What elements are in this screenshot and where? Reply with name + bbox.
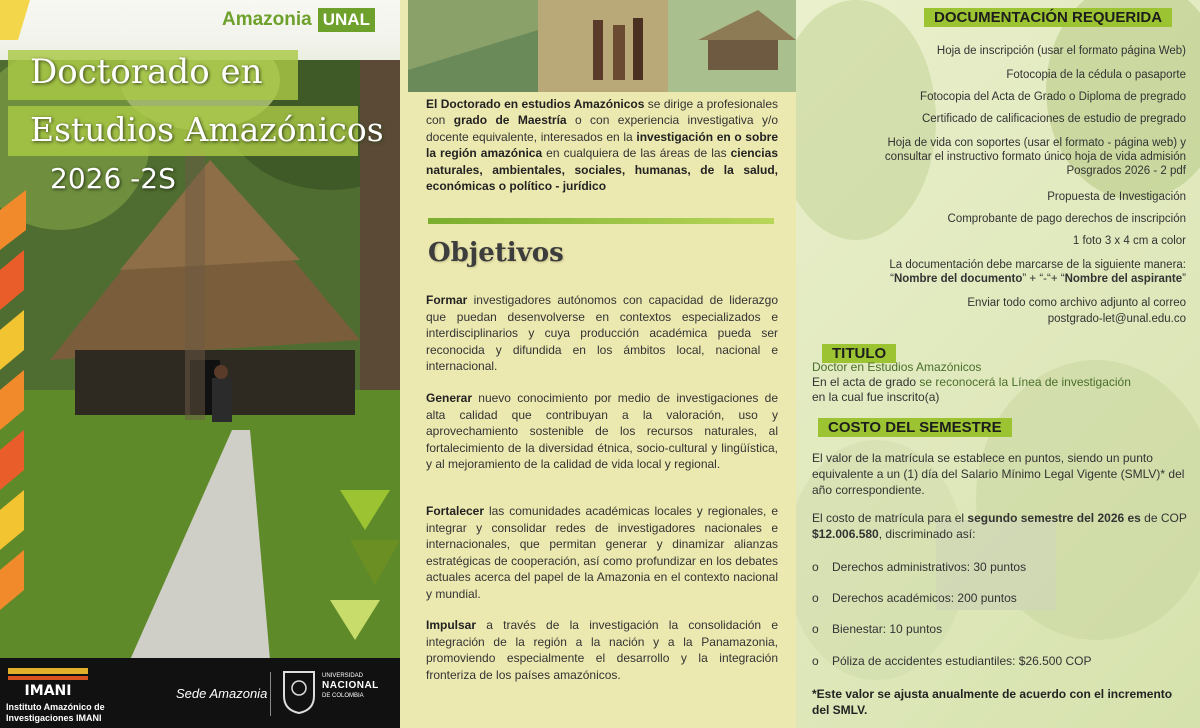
objective-3-text: las comunidades académicas locales y regionales, e integrar y consolidar redes de investigadores nacionales e internacionales, que permitan generar y dinamizar alianzas estratégicas de cooperación, así como profundizar en los debates actuales acerca del papel de la Amazonia en el contexto nacional y mundial. bbox=[426, 504, 778, 601]
imani-logo-icon bbox=[8, 668, 88, 698]
degree-name: Doctor en Estudios Amazónicos bbox=[812, 360, 982, 374]
titulo-l2b: se reconocerá la Línea de investigación bbox=[919, 375, 1131, 389]
objective-2-lead: Generar bbox=[426, 391, 473, 405]
marking-instruction: La documentación debe marcarse de la siguiente manera: bbox=[889, 259, 1186, 271]
objective-1-lead: Formar bbox=[426, 293, 468, 307]
marking-mid: ” + “-“+ “ bbox=[1022, 273, 1065, 285]
doc-item-7: Comprobante de pago derechos de inscripción bbox=[947, 213, 1186, 225]
program-title-line2: Estudios Amazónicos bbox=[30, 110, 384, 149]
marking-q1: “ bbox=[890, 273, 894, 285]
program-title-line1: Doctorado en bbox=[30, 52, 263, 92]
intro-text-2: o con experiencia investigativa y/o docente equivalente, interesados en la bbox=[426, 113, 778, 144]
brand-name: Amazonia bbox=[222, 9, 312, 30]
cost-item-2 bbox=[812, 591, 1017, 605]
footer-divider bbox=[270, 672, 271, 716]
sede-label: Sede Amazonia bbox=[176, 686, 268, 701]
brand-logo bbox=[222, 8, 375, 32]
costo-amount: $12.006.580 bbox=[812, 527, 879, 541]
objective-4-text: a través de la investigación la consolidación e integración de la región a la nación y a la Panamazonia, promoviendo especialmente el desarrollo y la integración fronteriza de los países amazónicos. bbox=[426, 618, 778, 682]
decorative-stripe bbox=[0, 0, 50, 658]
bullet-marker: o bbox=[812, 622, 819, 636]
doc-item-5c: Posgrados 2026 - 2 pdf bbox=[1066, 165, 1186, 177]
costo-total bbox=[812, 510, 1192, 542]
cost-item-1 bbox=[812, 560, 1026, 574]
objective-2 bbox=[426, 390, 778, 473]
section-divider bbox=[428, 218, 774, 224]
objective-4 bbox=[426, 617, 778, 683]
intro-text-3: en cualquiera de las áreas de las bbox=[542, 146, 731, 161]
costo-explanation: El valor de la matrícula se establece en puntos, siendo un punto equivalente a un (1) día del Salario Mínimo Legal Vigente (SMLV)* del año correspondiente. bbox=[812, 451, 1185, 497]
bullet-marker: o bbox=[812, 591, 819, 605]
objective-3 bbox=[426, 503, 778, 602]
objective-3-lead: Fortalecer bbox=[426, 504, 485, 518]
unal-country: DE COLOMBIA bbox=[322, 693, 364, 699]
marking-q2: ” bbox=[1182, 273, 1186, 285]
doc-item-1: Hoja de inscripción (usar el formato página Web) bbox=[936, 45, 1186, 57]
costo-heading: COSTO DEL SEMESTRE bbox=[818, 418, 1012, 437]
send-instruction: Enviar todo como archivo adjunto al correo bbox=[967, 297, 1186, 309]
intro-bold-1: El Doctorado en estudios Amazónicos bbox=[426, 97, 645, 111]
program-intro bbox=[426, 96, 778, 194]
decorative-triangles bbox=[330, 490, 400, 658]
unal-wordmark bbox=[322, 672, 400, 700]
doc-item-4: Certificado de calificaciones de estudio de pregrado bbox=[921, 113, 1186, 125]
objetivos-heading: Objetivos bbox=[428, 238, 564, 268]
titulo-l2a: En el acta de grado bbox=[812, 375, 920, 389]
titulo-info bbox=[812, 360, 1131, 405]
costo-p2b: segundo semestre del 2026 es bbox=[967, 511, 1141, 525]
contact-email[interactable]: postgrado-let@unal.edu.co bbox=[1047, 313, 1186, 325]
bullet-marker: o bbox=[812, 560, 819, 574]
imani-name-line1: Instituto Amazónico de bbox=[6, 702, 105, 712]
unal-shield-icon bbox=[282, 670, 316, 714]
imani-institute-name bbox=[6, 702, 126, 724]
costo-p2e: , discriminado así: bbox=[878, 527, 976, 541]
objective-1-text: investigadores autónomos con capacidad de liderazgo que puedan desenvolverse en contextos especializados e interdisciplinarios y cuya producción académica pueda ser reconocida y difundida en los ámbitos local, nacional e internacional. bbox=[426, 293, 778, 373]
doc-item-5a: Hoja de vida con soportes (usar el formato - página web) y bbox=[887, 137, 1186, 149]
imani-logo-word: IMANI bbox=[24, 683, 72, 698]
requirements-panel bbox=[796, 0, 1200, 728]
costo-p2a: El costo de matrícula para el bbox=[812, 511, 968, 525]
doc-heading: DOCUMENTACIÓN REQUERIDA bbox=[924, 8, 1172, 27]
doc-item-5b: consultar el instructivo formato único hoja de vida admisión bbox=[884, 151, 1186, 163]
unal-small: UNIVERSIDAD bbox=[322, 673, 364, 679]
objective-2-text: nuevo conocimiento por medio de investigaciones de alta calidad que contribuyan a la valoración, uso y aprovechamiento sostenible de los recursos naturales, al fortalecimiento de la diversidad étnica, socio-cultural y lingüística, y al mejoramiento de la calidad de vida local y regional. bbox=[426, 391, 778, 471]
cost-item-3-text: Bienestar: 10 puntos bbox=[832, 622, 943, 636]
bullet-marker: o bbox=[812, 654, 819, 668]
brand-badge: UNAL bbox=[318, 8, 375, 32]
cover-panel bbox=[0, 0, 400, 728]
cost-item-3 bbox=[812, 622, 942, 636]
titulo-line3: en la cual fue inscrito(a) bbox=[812, 390, 940, 404]
intro-bold-3: investigación en o sobre la región amazónica bbox=[426, 129, 778, 161]
unal-big: NACIONAL bbox=[322, 680, 379, 691]
titulo-heading: TITULO bbox=[822, 344, 896, 363]
cost-item-4-text: Póliza de accidentes estudiantiles: $26.500 COP bbox=[832, 654, 1092, 668]
intro-bold-4: ciencias naturales, ambientales, sociales, humanas, de la salud, económicas o político - jurídico bbox=[426, 146, 778, 194]
cost-item-1-text: Derechos administrativos: 30 puntos bbox=[832, 560, 1027, 574]
doc-item-6: Propuesta de Investigación bbox=[1047, 191, 1186, 203]
marking-aspirant: Nombre del aspirante bbox=[1064, 273, 1183, 285]
program-period: 2026 -2S bbox=[50, 162, 176, 195]
costo-p2c: de COP bbox=[1140, 511, 1187, 525]
cost-item-2-text: Derechos académicos: 200 puntos bbox=[832, 591, 1017, 605]
objective-1 bbox=[426, 292, 778, 375]
titulo-line2 bbox=[812, 375, 1131, 390]
doc-item-8: 1 foto 3 x 4 cm a color bbox=[1072, 235, 1186, 247]
imani-name-line2: Investigaciones IMANI bbox=[6, 713, 102, 723]
price-note: *Este valor se ajusta anualmente de acuerdo con el incremento del SMLV. bbox=[812, 687, 1173, 717]
intro-text-1: se dirige a profesionales con bbox=[426, 97, 778, 128]
objective-4-lead: Impulsar bbox=[426, 618, 477, 632]
marking-doc-name: Nombre del documento bbox=[893, 273, 1023, 285]
header-photos bbox=[408, 0, 796, 92]
marking-format bbox=[890, 272, 1186, 286]
footer-bar bbox=[0, 658, 400, 728]
intro-bold-2: grado de Maestría bbox=[453, 113, 567, 128]
doc-item-2: Fotocopia de la cédula o pasaporte bbox=[1006, 69, 1186, 81]
cost-item-4 bbox=[812, 654, 1092, 668]
doc-item-3: Fotocopia del Acta de Grado o Diploma de pregrado bbox=[920, 91, 1186, 103]
description-panel bbox=[400, 0, 796, 728]
